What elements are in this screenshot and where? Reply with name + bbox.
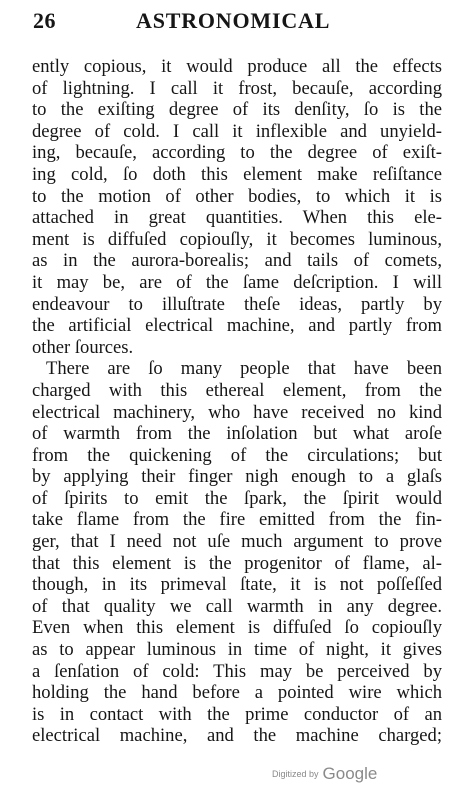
text-line: from the quickening of the circulations; but bbox=[32, 444, 442, 466]
text-line: ing cold, ſo doth this element make reſiſtance bbox=[32, 163, 442, 185]
digitization-watermark bbox=[272, 764, 377, 784]
text-line: as in the aurora-borealis; and tails of comets, bbox=[32, 250, 442, 272]
text-line: to the exiſting degree of its denſity, ſo is the bbox=[32, 99, 442, 121]
text-line: ently copious, it would produce all the effects bbox=[32, 56, 442, 77]
text-line: endeavour to illuſtrate theſe ideas, partly by bbox=[32, 293, 442, 315]
text-line: the artificial electrical machine, and partly from bbox=[32, 315, 442, 337]
text-line: of ſpirits to emit the ſpark, the ſpirit would bbox=[32, 487, 442, 509]
watermark-prefix: Digitized by bbox=[272, 769, 319, 779]
text-line: electrical machinery, who have received no kind bbox=[32, 401, 442, 423]
body-text bbox=[32, 56, 442, 747]
text-line: holding the hand before a pointed wire which bbox=[32, 682, 442, 704]
text-line: it may be, are of the ſame deſcription. I will bbox=[32, 271, 442, 293]
google-logo: Google bbox=[322, 764, 378, 783]
text-line: electrical machine, and the machine charged; bbox=[32, 725, 442, 747]
text-line: is in contact with the prime conductor of an bbox=[32, 703, 442, 725]
text-line: of lightning. I call it frost, becauſe, according bbox=[32, 77, 442, 99]
text-line: of warmth from the inſolation but what aroſe bbox=[32, 423, 442, 445]
text-line: of that quality we call warmth in any degree. bbox=[32, 595, 442, 617]
text-line: by applying their finger nigh enough to a glaſs bbox=[32, 466, 442, 488]
text-line: to the motion of other bodies, to which it is bbox=[32, 185, 442, 207]
text-line: There are ſo many people that have been bbox=[46, 358, 442, 380]
text-line: take flame from the fire emitted from the fin- bbox=[32, 509, 442, 531]
text-line: attached in great quantities. When this ele- bbox=[32, 207, 442, 229]
text-line: ger, that I need not uſe much argument to prove bbox=[32, 531, 442, 553]
text-line: other ſources. bbox=[32, 336, 134, 358]
paragraph bbox=[32, 56, 442, 358]
paragraph bbox=[32, 358, 442, 747]
text-line: though, in its primeval ſtate, it is not poſſeſſed bbox=[32, 574, 442, 596]
text-line: ing, becauſe, according to the degree of exiſt- bbox=[32, 142, 442, 164]
text-line: Even when this element is diffuſed ſo copiouſly bbox=[32, 617, 442, 639]
text-line: charged with this ethereal element, from the bbox=[32, 379, 442, 401]
text-line: ment is diffuſed copiouſly, it becomes luminous, bbox=[32, 228, 442, 250]
text-line: degree of cold. I call it inflexible and unyield- bbox=[32, 120, 442, 142]
text-line: a ſenſation of cold: This may be perceived by bbox=[32, 660, 442, 682]
page-number: 26 bbox=[33, 8, 56, 33]
running-head: ASTRONOMICAL bbox=[136, 8, 331, 33]
text-line: that this element is the progenitor of flame, al- bbox=[32, 552, 442, 574]
text-line: as to appear luminous in time of night, it gives bbox=[32, 639, 442, 661]
